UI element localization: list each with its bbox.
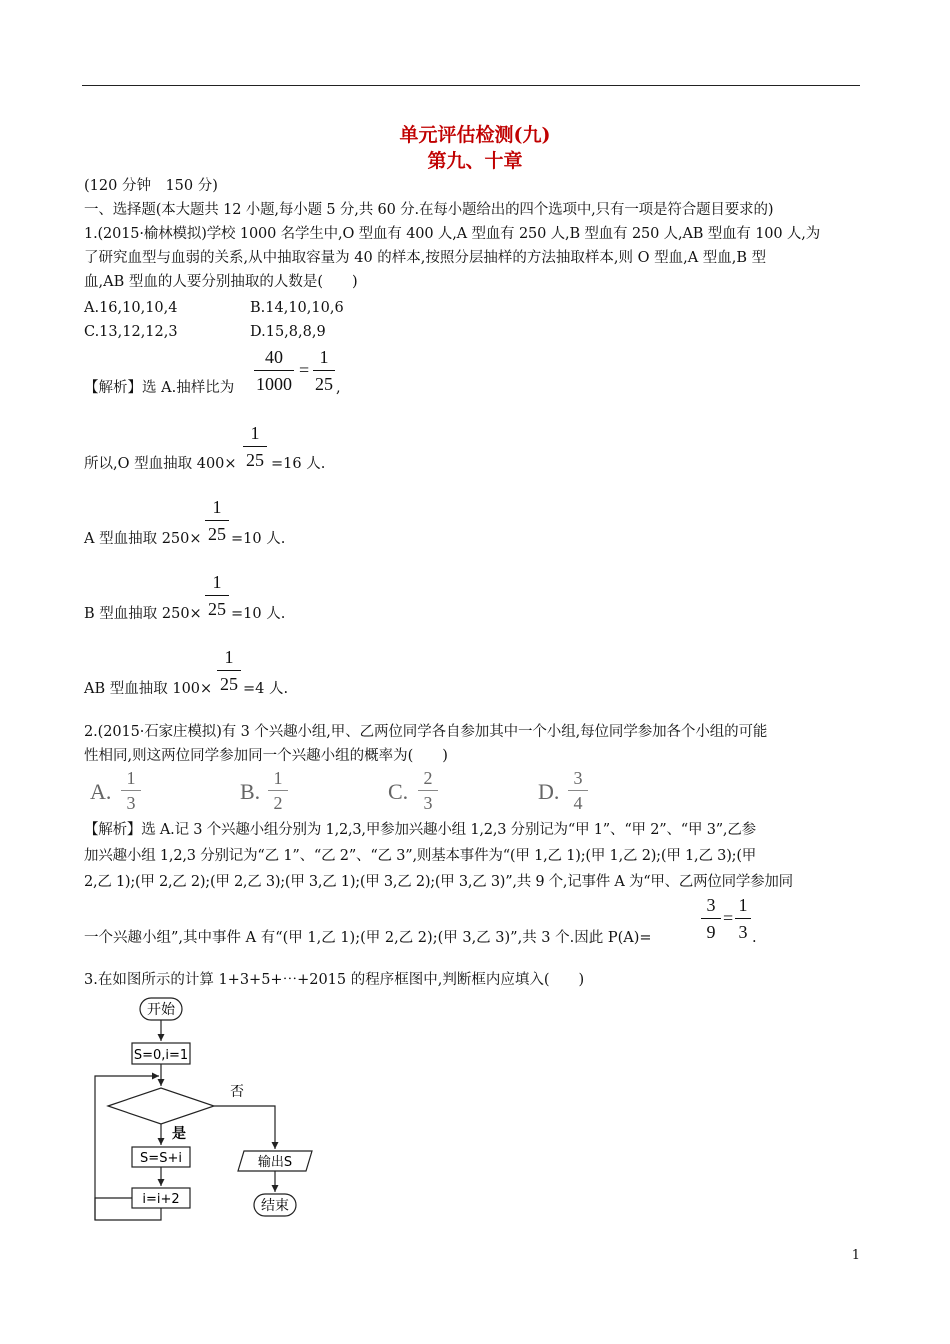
flow-update-s-label: S=S+i	[140, 1151, 182, 1166]
q1-line2: 了研究血型与血弱的关系,从中抽取容量为 40 的样本,按照分层抽样的方法抽取样本,则 O 型血,A 型血,B 型	[84, 250, 767, 266]
q2-option-d-label: D.	[538, 779, 560, 804]
q1-solution-o: 所以,O 型血抽取 400×	[84, 456, 237, 472]
q2-option-c-label: C.	[388, 779, 409, 804]
q1-option-a: A.16,10,10,4	[84, 300, 178, 316]
page-number: 1	[851, 1248, 860, 1263]
fraction-1-25: 1 25	[205, 571, 229, 620]
period: .	[752, 930, 757, 946]
flow-update-i-label: i=i+2	[142, 1192, 180, 1207]
section-heading: 一、选择题(本大题共 12 小题,每小题 5 分,共 60 分.在每小题给出的四个选项中,只有一项是符合题目要求的)	[84, 202, 774, 218]
flow-start-label: 开始	[147, 1002, 175, 1018]
q1-line1: 1.(2015·榆林模拟)学校 1000 名学生中,O 型血有 400 人,A 型血有 250 人,B 型血有 250 人,AB 型血有 100 人,为	[84, 226, 821, 242]
q1-option-c: C.13,12,12,3	[84, 324, 178, 340]
fraction-1-25: 1 25	[205, 496, 229, 545]
q1-solution-ab-result: =4 人.	[243, 681, 289, 697]
comma: ,	[336, 380, 341, 396]
fraction-1-25: 1 25	[243, 422, 267, 471]
q2-solution-line2: 加兴趣小组 1,2,3 分别记为“乙 1”、“乙 2”、“乙 3”,则基本事件为“(甲 1,乙 1);(甲 1,乙 2);(甲 1,乙 3);(甲	[84, 848, 757, 864]
q1-solution-a: A 型血抽取 250×	[84, 531, 202, 547]
q2-solution-line1: 【解析】选 A.记 3 个兴趣小组分别为 1,2,3,甲参加兴趣小组 1,2,3 分别记为“甲 1”、“甲 2”、“甲 3”,乙参	[84, 822, 756, 838]
fraction-1-3: 1 3	[735, 894, 751, 943]
q1-solution-ab: AB 型血抽取 100×	[84, 681, 213, 697]
q1-solution-intro: 【解析】选 A.抽样比为	[84, 380, 235, 396]
q2-option-a-fraction: 1 3	[121, 768, 141, 813]
q2-option-b-label: B.	[240, 779, 261, 804]
q1-solution-a-result: =10 人.	[231, 531, 286, 547]
equals-sign: =	[299, 360, 310, 380]
flowchart	[80, 990, 340, 1230]
q2-solution-line3: 2,乙 1);(甲 2,乙 2);(甲 2,乙 3);(甲 3,乙 1);(甲 3,乙 2);(甲 3,乙 3)”,共 9 个,记事件 A 为“甲、乙两位同学参加同	[84, 874, 793, 890]
q1-line3: 血,AB 型血的人要分别抽取的人数是( )	[84, 274, 358, 290]
q1-option-d: D.15,8,8,9	[250, 324, 326, 340]
flow-init-label: S=0,i=1	[133, 1048, 189, 1063]
q1-option-b: B.14,10,10,6	[250, 300, 344, 316]
flow-yes-label: 是	[172, 1126, 186, 1142]
q3-line1: 3.在如图所示的计算 1+3+5+⋯+2015 的程序框图中,判断框内应填入( )	[84, 972, 585, 988]
q2-line2: 性相同,则这两位同学参加同一个兴趣小组的概率为( )	[84, 748, 448, 764]
q2-option-d-fraction: 3 4	[568, 768, 588, 813]
decision-diamond	[108, 1088, 214, 1124]
q1-solution-b: B 型血抽取 250×	[84, 606, 202, 622]
q2-solution-line4: 一个兴趣小组”,其中事件 A 有“(甲 1,乙 1);(甲 2,乙 2);(甲 3,乙 3)”,共 3 个.因此 P(A)=	[84, 930, 652, 946]
flow-end-label: 结束	[261, 1198, 289, 1214]
q2-option-c-fraction: 2 3	[418, 768, 438, 813]
fraction-40-1000: 40 1000	[256, 347, 292, 394]
q2-line1: 2.(2015·石家庄模拟)有 3 个兴趣小组,甲、乙两位同学各自参加其中一个小组,每位同学参加各个小组的可能	[84, 724, 768, 740]
doc-title: 单元评估检测(九)	[399, 124, 551, 146]
fraction-3-9: 3 9	[701, 894, 721, 943]
doc-subtitle: 第九、十章	[427, 150, 523, 172]
fraction-1-25: 1 25	[315, 347, 333, 394]
fraction-1-25: 1 25	[217, 646, 241, 695]
q1-solution-b-result: =10 人.	[231, 606, 286, 622]
flow-no-label: 否	[230, 1084, 244, 1100]
q2-option-b-fraction: 1 2	[268, 768, 288, 813]
header-rule	[82, 85, 860, 86]
q1-solution-o-result: =16 人.	[271, 456, 326, 472]
equals-sign: =	[723, 908, 734, 928]
q2-option-a-label: A.	[90, 779, 112, 804]
exam-meta: (120 分钟 150 分)	[84, 178, 218, 194]
flow-output-label: 输出S	[257, 1155, 293, 1170]
